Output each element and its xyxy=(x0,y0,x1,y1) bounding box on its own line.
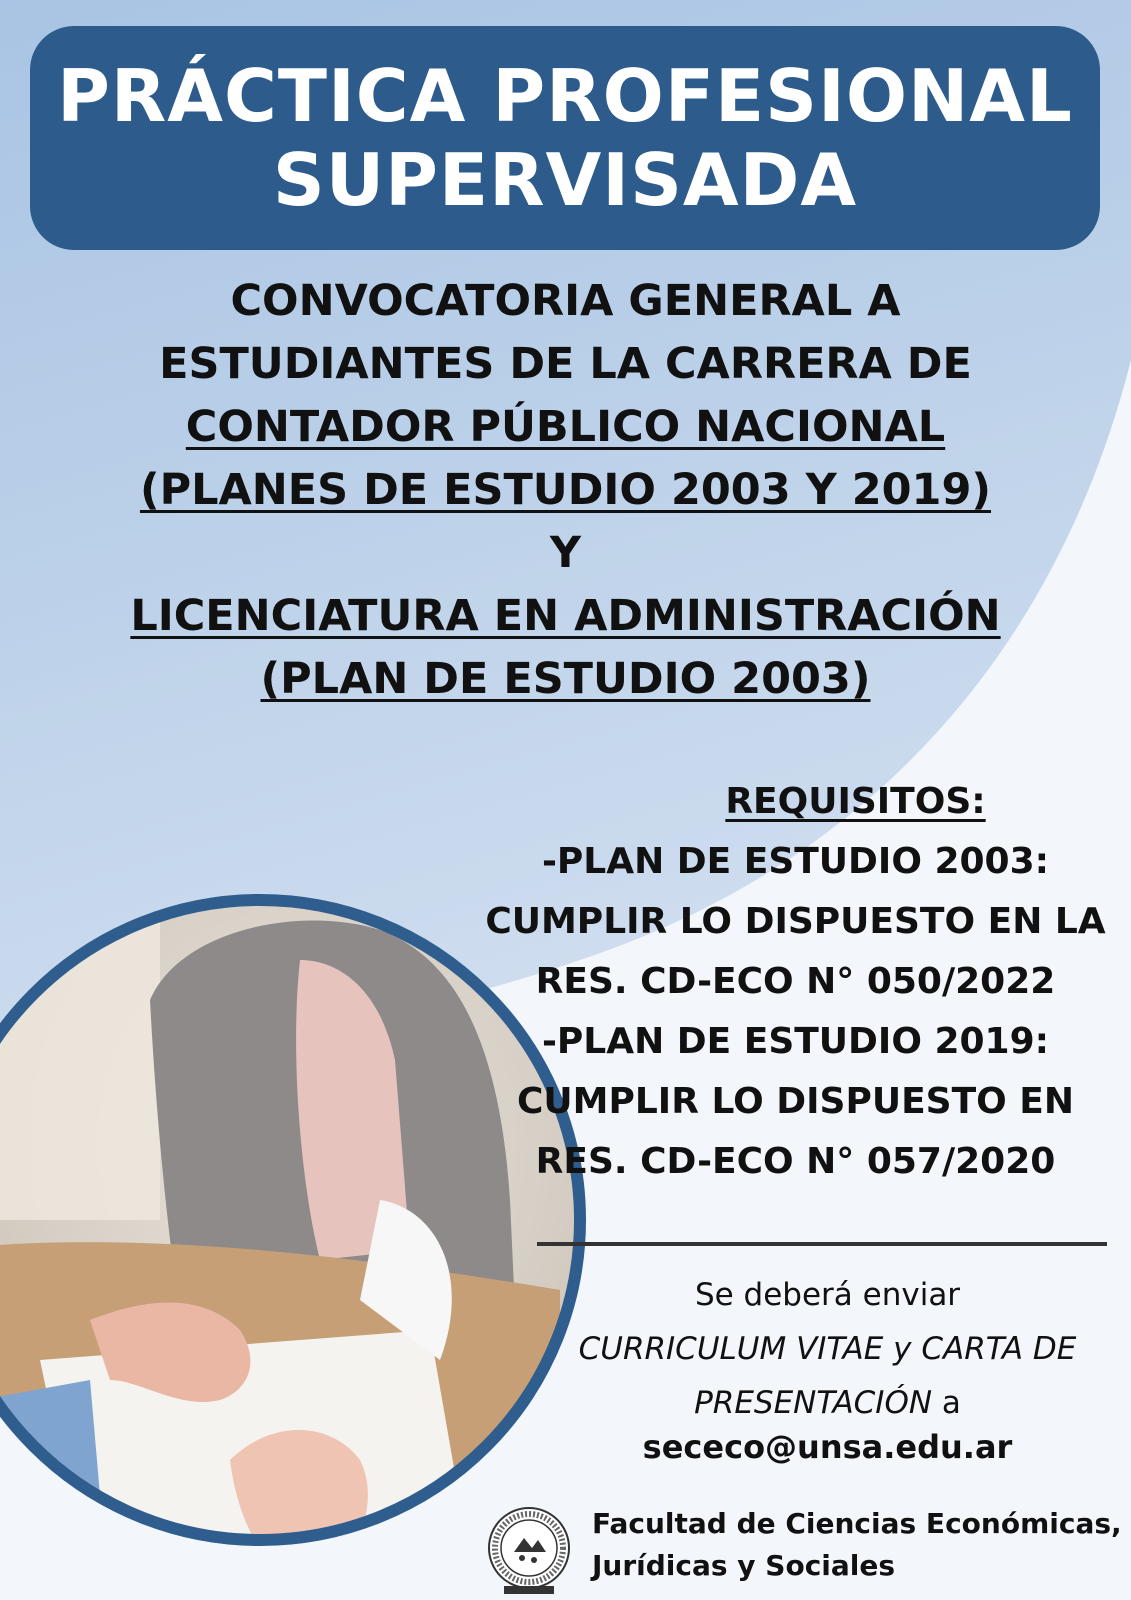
requisitos-item: RES. CD-ECO N° 050/2022 xyxy=(535,961,1056,1002)
contact-instructions xyxy=(540,1268,1115,1430)
convocatoria-line-5: Y xyxy=(549,528,582,578)
title-line-2: SUPERVISADA xyxy=(272,138,858,222)
faculty-seal-logo xyxy=(474,1502,584,1598)
convocatoria-line-3: CONTADOR PÚBLICO NACIONAL xyxy=(185,402,946,452)
convocatoria-line-7: (PLAN DE ESTUDIO 2003) xyxy=(260,654,871,704)
requisitos-item: -PLAN DE ESTUDIO 2019: xyxy=(541,1021,1050,1062)
faculty-line-2: Jurídicas y Sociales xyxy=(592,1549,896,1582)
requisitos-item: RES. CD-ECO N° 057/2020 xyxy=(535,1141,1056,1182)
requisitos-item: -PLAN DE ESTUDIO 2003: xyxy=(541,841,1050,882)
title-line-1: PRÁCTICA PROFESIONAL xyxy=(57,54,1073,138)
convocatoria-line-6: LICENCIATURA EN ADMINISTRACIÓN xyxy=(130,591,1001,641)
contact-docs-presentacion: PRESENTACIÓN xyxy=(694,1385,933,1421)
contact-intro: Se deberá enviar xyxy=(694,1277,961,1313)
convocatoria-line-4: (PLANES DE ESTUDIO 2003 Y 2019) xyxy=(139,465,992,515)
requisitos-item: CUMPLIR LO DISPUESTO EN xyxy=(517,1081,1074,1122)
convocatoria-line-2: ESTUDIANTES DE LA CARRERA DE xyxy=(159,339,972,389)
title-banner xyxy=(30,26,1100,250)
contact-docs-suffix: a xyxy=(941,1385,961,1421)
contact-docs-line-1: CURRICULUM VITAE y CARTA DE xyxy=(578,1331,1077,1367)
faculty-line-1: Facultad de Ciencias Económicas, xyxy=(592,1507,1122,1540)
requisitos-item: CUMPLIR LO DISPUESTO EN LA xyxy=(485,901,1106,942)
divider-line xyxy=(537,1242,1107,1246)
requisitos-title: REQUISITOS: xyxy=(725,781,986,822)
contact-docs-line-2 xyxy=(540,1376,1115,1430)
convocatoria-line-1: CONVOCATORIA GENERAL A xyxy=(230,276,901,326)
contact-email[interactable]: sececo@unsa.edu.ar xyxy=(642,1428,1013,1466)
convocatoria-block xyxy=(0,270,1131,711)
requisitos-block xyxy=(460,772,1131,1192)
faculty-name xyxy=(592,1503,1122,1587)
